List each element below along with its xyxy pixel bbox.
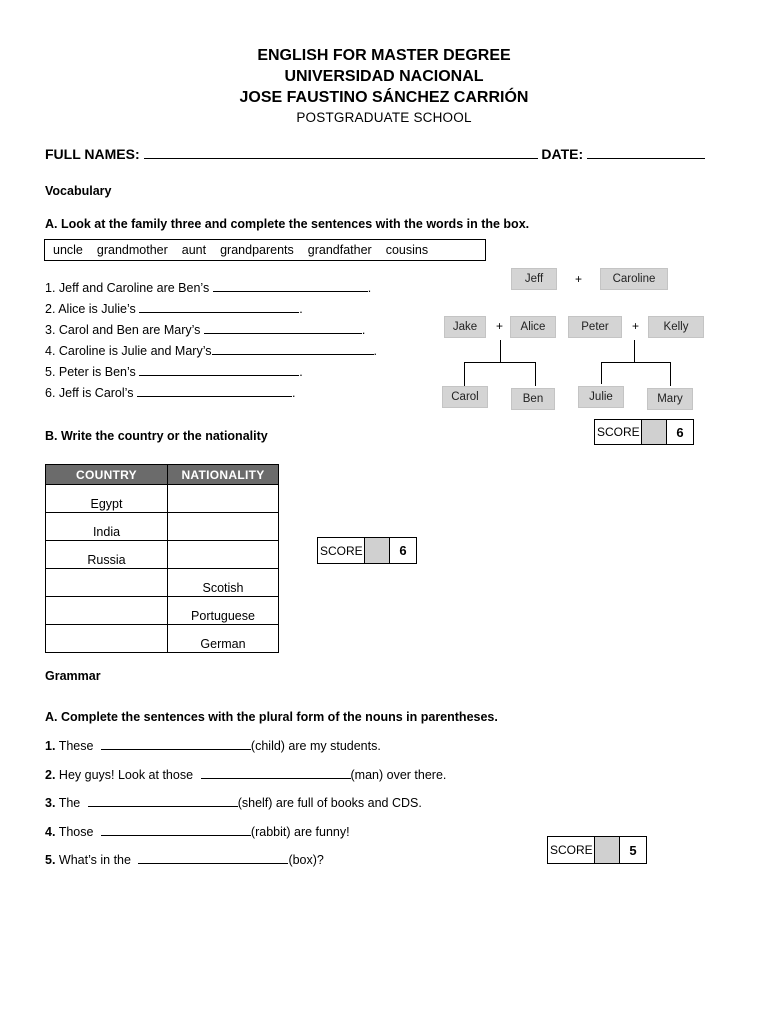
sentence-end: . bbox=[291, 386, 296, 400]
person-julie: Julie bbox=[578, 386, 624, 408]
grammar-item bbox=[45, 795, 422, 810]
date-label: DATE: bbox=[541, 146, 584, 162]
person-jeff: Jeff bbox=[511, 268, 557, 290]
country-cell[interactable] bbox=[46, 625, 168, 653]
word-box bbox=[44, 239, 486, 261]
answer-blank[interactable] bbox=[212, 343, 374, 355]
grammar-a-instruction: A. Complete the sentences with the plural form of the nouns in parentheses. bbox=[45, 710, 498, 724]
nationality-cell: German bbox=[168, 625, 279, 653]
tree-line bbox=[500, 340, 501, 362]
person-kelly: Kelly bbox=[648, 316, 704, 338]
country-cell: Egypt bbox=[46, 485, 168, 513]
country-cell[interactable] bbox=[46, 597, 168, 625]
score-value: 5 bbox=[629, 842, 637, 858]
word-box-item: grandparents bbox=[220, 243, 294, 257]
grammar-item bbox=[45, 852, 324, 867]
word-box-item: grandfather bbox=[307, 243, 372, 257]
nationality-cell: Scotish bbox=[168, 569, 279, 597]
score-input[interactable] bbox=[594, 837, 620, 863]
item-number: 1. bbox=[45, 739, 56, 753]
sentence-end: . bbox=[367, 281, 372, 295]
tree-line bbox=[464, 362, 536, 363]
tree-line bbox=[601, 362, 671, 363]
score-value: 6 bbox=[399, 543, 407, 558]
word-box-item: uncle bbox=[53, 243, 83, 257]
vocabulary-heading: Vocabulary bbox=[45, 184, 112, 198]
vocab-sentence bbox=[45, 364, 303, 379]
tree-line bbox=[464, 362, 465, 386]
vocab-sentence bbox=[45, 322, 365, 337]
sentence-end: . bbox=[299, 302, 303, 316]
grammar-item bbox=[45, 824, 350, 839]
answer-blank[interactable] bbox=[88, 795, 238, 807]
tree-line bbox=[670, 362, 671, 386]
vocab-sentence bbox=[45, 385, 295, 400]
person-jake: Jake bbox=[444, 316, 486, 338]
sentence-end: . bbox=[299, 365, 303, 379]
title-line-3: JOSE FAUSTINO SÁNCHEZ CARRIÓN bbox=[239, 89, 529, 106]
person-peter: Peter bbox=[568, 316, 622, 338]
grammar-heading: Grammar bbox=[45, 669, 101, 683]
item-after: (box)? bbox=[288, 853, 324, 867]
person-ben: Ben bbox=[511, 388, 555, 410]
country-cell: India bbox=[46, 513, 168, 541]
sentence-text: 5. Peter is Ben’s bbox=[45, 365, 136, 379]
full-names-label: FULL NAMES: bbox=[45, 146, 140, 162]
sentence-text: 2. Alice is Julie’s bbox=[45, 302, 136, 316]
table-row bbox=[46, 513, 279, 541]
vocab-a-instruction: A. Look at the family three and complete the sentences with the words in the box. bbox=[45, 217, 530, 231]
answer-blank[interactable] bbox=[139, 301, 299, 313]
table-row bbox=[46, 625, 279, 653]
item-before: Hey guys! Look at those bbox=[58, 768, 194, 782]
title-line-2: UNIVERSIDAD NACIONAL bbox=[284, 68, 484, 85]
score-box-vocab-b bbox=[317, 537, 417, 564]
title-line-4: POSTGRADUATE SCHOOL bbox=[296, 110, 472, 125]
plus-sign: + bbox=[496, 319, 504, 333]
title-line-1: ENGLISH FOR MASTER DEGREE bbox=[257, 47, 511, 64]
score-input[interactable] bbox=[641, 420, 667, 444]
word-box-item: cousins bbox=[385, 243, 429, 257]
score-value: 6 bbox=[676, 424, 684, 440]
sentence-text: 4. Caroline is Julie and Mary’s bbox=[45, 344, 212, 358]
answer-blank[interactable] bbox=[137, 385, 292, 397]
plus-sign: + bbox=[575, 272, 583, 286]
item-number: 4. bbox=[45, 825, 56, 839]
answer-blank[interactable] bbox=[101, 738, 251, 750]
nationality-cell[interactable] bbox=[168, 541, 279, 569]
table-header-row bbox=[46, 465, 279, 485]
nationality-table bbox=[45, 464, 279, 653]
item-after: (shelf) are full of books and CDS. bbox=[237, 796, 422, 810]
full-names-field[interactable] bbox=[144, 147, 538, 159]
nationality-cell[interactable] bbox=[168, 485, 279, 513]
answer-blank[interactable] bbox=[139, 364, 299, 376]
score-label: SCORE bbox=[550, 843, 593, 857]
tree-line bbox=[634, 340, 635, 362]
score-label: SCORE bbox=[597, 425, 640, 439]
sentence-text: 6. Jeff is Carol’s bbox=[45, 386, 134, 400]
vocab-sentence bbox=[45, 280, 371, 295]
country-cell[interactable] bbox=[46, 569, 168, 597]
item-after: (rabbit) are funny! bbox=[250, 825, 350, 839]
person-carol: Carol bbox=[442, 386, 488, 408]
vocab-b-instruction: B. Write the country or the nationality bbox=[45, 429, 268, 443]
item-number: 3. bbox=[45, 796, 56, 810]
score-box-vocab-a bbox=[594, 419, 694, 445]
grammar-item bbox=[45, 767, 446, 782]
column-header-country: COUNTRY bbox=[46, 465, 168, 485]
word-box-item: aunt bbox=[181, 243, 207, 257]
item-number: 5. bbox=[45, 853, 56, 867]
tree-line bbox=[601, 362, 602, 384]
plus-sign: + bbox=[632, 319, 640, 333]
answer-blank[interactable] bbox=[213, 280, 368, 292]
person-caroline: Caroline bbox=[600, 268, 668, 290]
item-after: (child) are my students. bbox=[250, 739, 381, 753]
item-after: (man) over there. bbox=[350, 768, 447, 782]
table-row bbox=[46, 541, 279, 569]
item-before: The bbox=[58, 796, 81, 810]
table-row bbox=[46, 485, 279, 513]
table-row bbox=[46, 569, 279, 597]
score-box-grammar-a bbox=[547, 836, 647, 864]
word-box-item: grandmother bbox=[96, 243, 168, 257]
grammar-item bbox=[45, 738, 381, 753]
item-before: These bbox=[58, 739, 94, 753]
sentence-text: 1. Jeff and Caroline are Ben’s bbox=[45, 281, 210, 295]
date-field[interactable] bbox=[587, 147, 705, 159]
table-row bbox=[46, 597, 279, 625]
sentence-text: 3. Carol and Ben are Mary’s bbox=[45, 323, 201, 337]
tree-line bbox=[535, 362, 536, 386]
answer-blank[interactable] bbox=[138, 852, 288, 864]
vocab-sentence bbox=[45, 343, 377, 358]
column-header-nationality: NATIONALITY bbox=[168, 465, 279, 485]
item-before: What’s in the bbox=[58, 853, 131, 867]
sentence-end: . bbox=[361, 323, 366, 337]
score-label: SCORE bbox=[320, 543, 363, 558]
item-number: 2. bbox=[45, 768, 56, 782]
answer-blank[interactable] bbox=[201, 767, 351, 779]
nationality-cell[interactable] bbox=[168, 513, 279, 541]
person-mary: Mary bbox=[647, 388, 693, 410]
country-cell: Russia bbox=[46, 541, 168, 569]
sentence-end: . bbox=[373, 344, 377, 358]
answer-blank[interactable] bbox=[101, 824, 251, 836]
item-before: Those bbox=[58, 825, 94, 839]
answer-blank[interactable] bbox=[204, 322, 362, 334]
person-alice: Alice bbox=[510, 316, 556, 338]
vocab-sentence bbox=[45, 301, 303, 316]
nationality-cell: Portuguese bbox=[168, 597, 279, 625]
score-input[interactable] bbox=[364, 538, 390, 563]
names-date-row bbox=[45, 146, 705, 162]
